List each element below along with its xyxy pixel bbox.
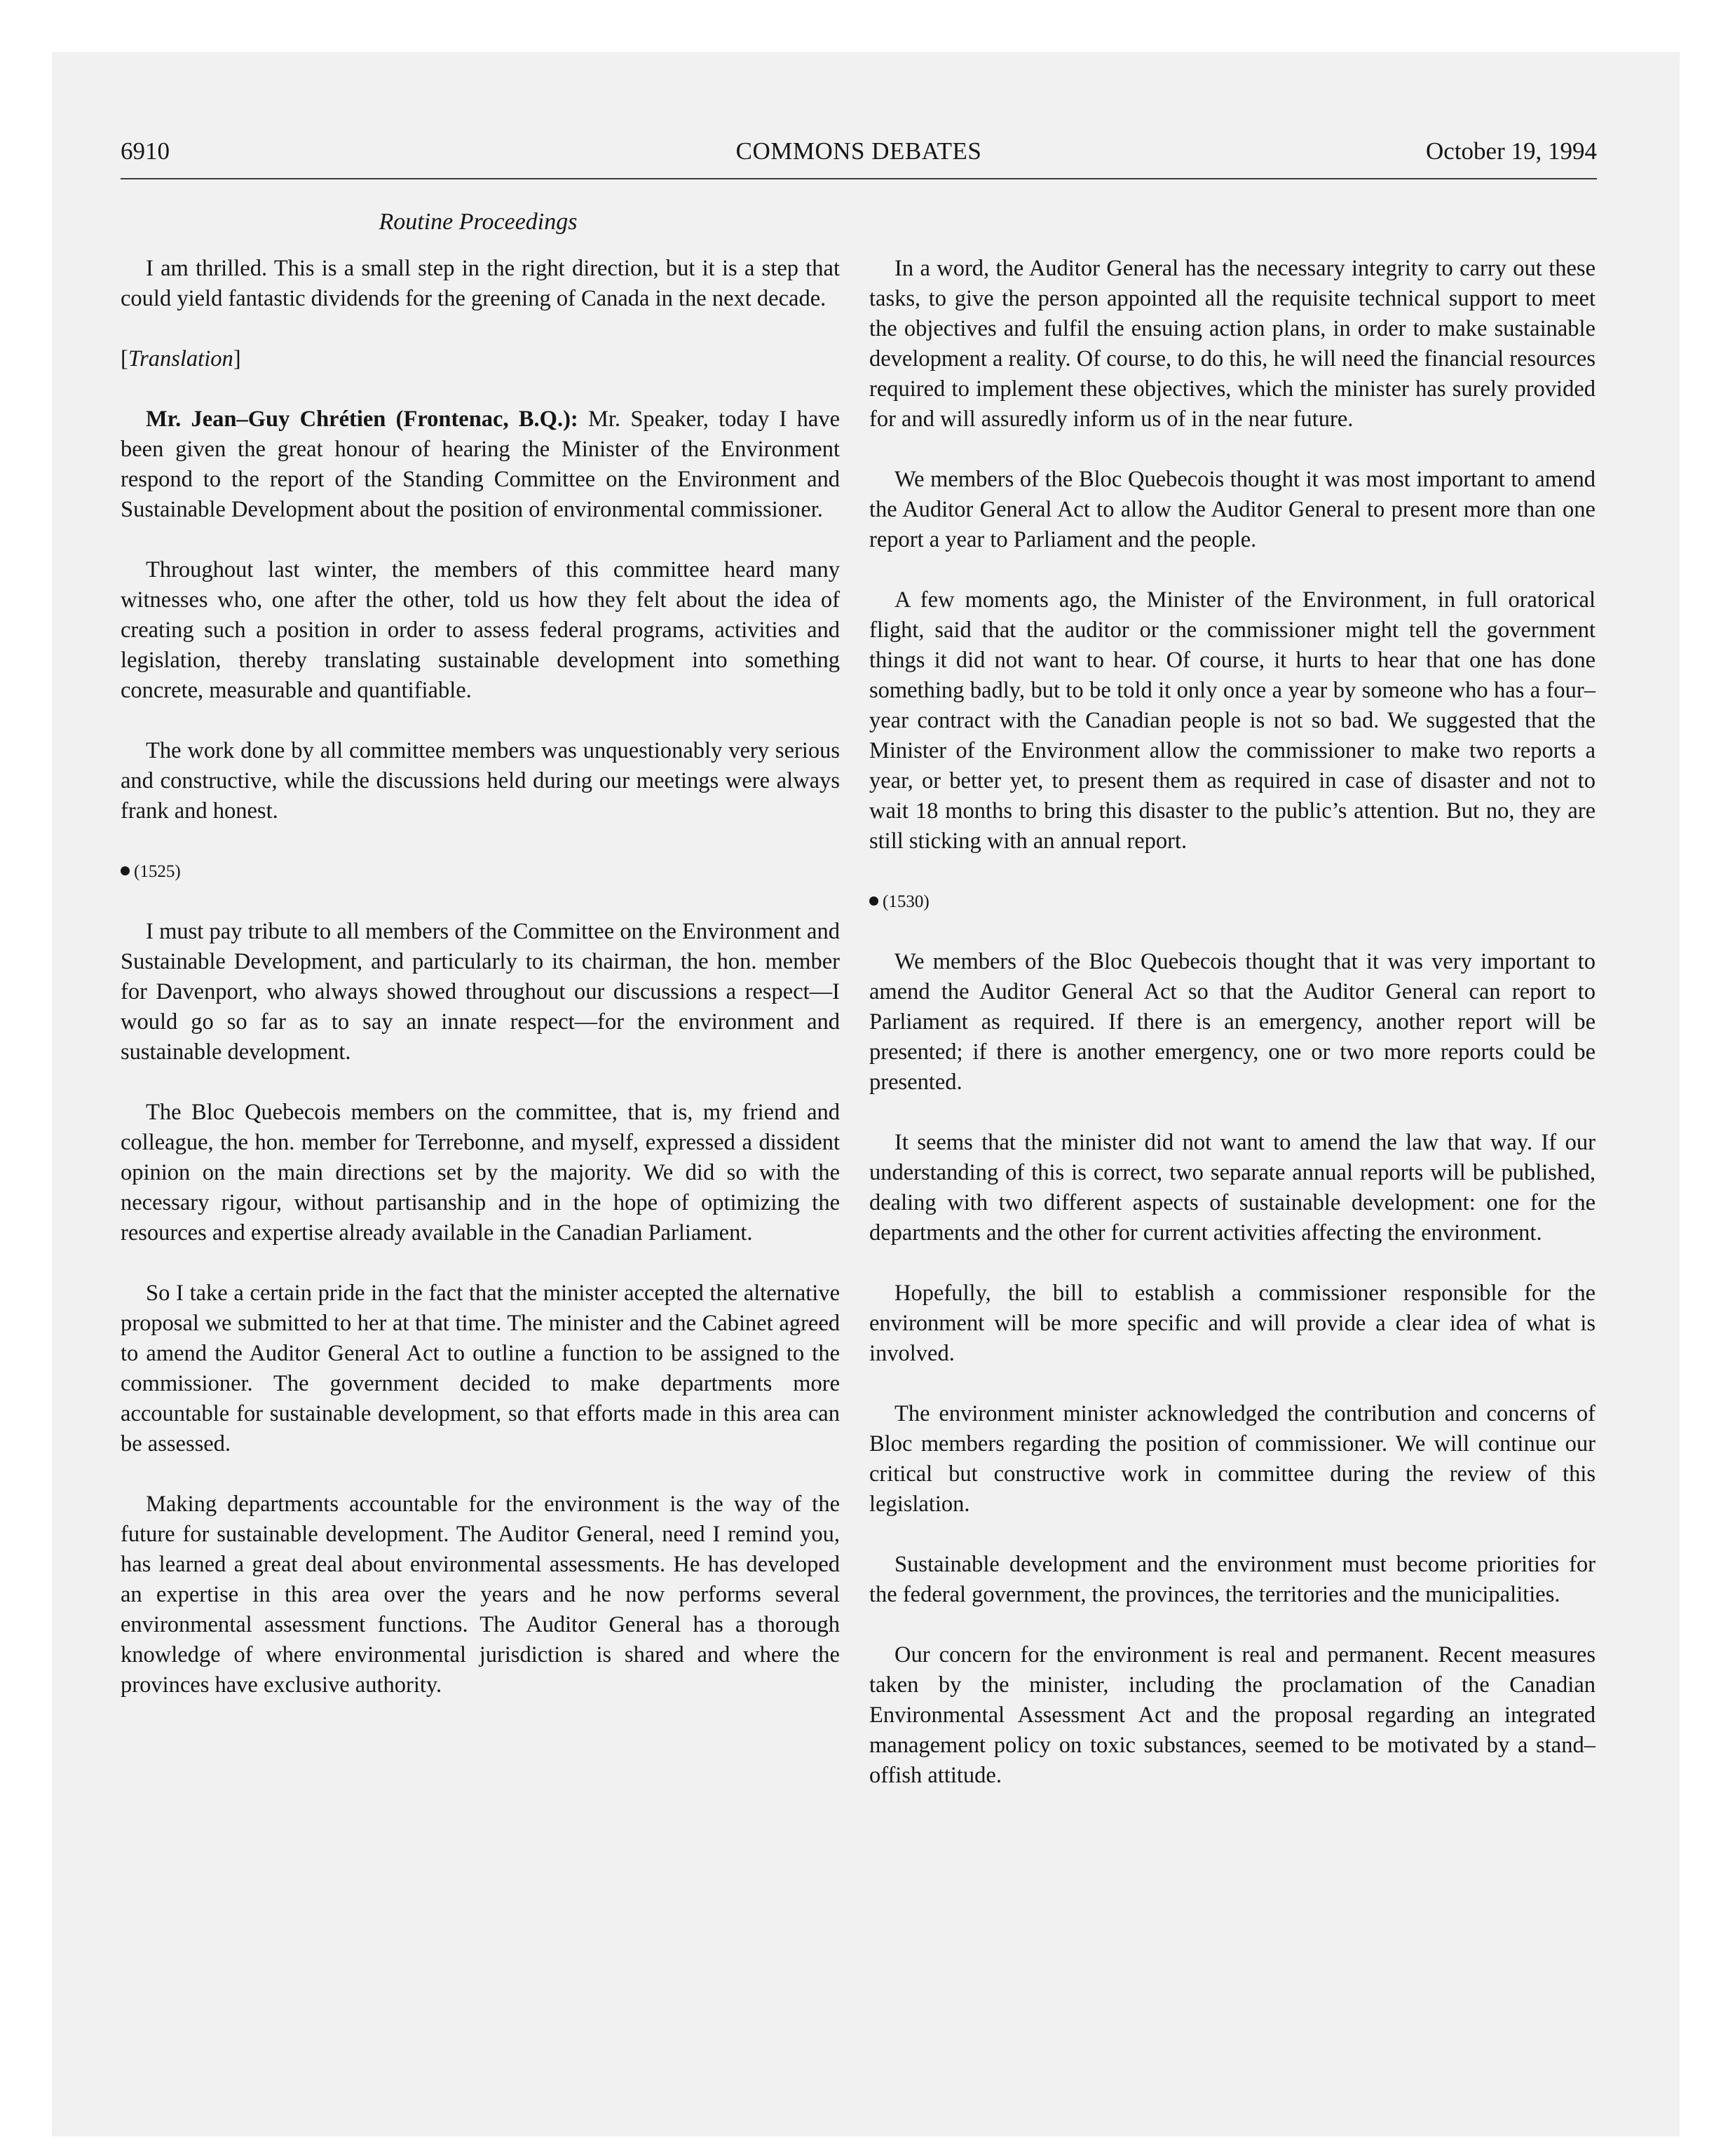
page-number: 6910: [121, 137, 170, 165]
paragraph: In a word, the Auditor General has the necessary integrity to carry out these tasks, to give the person appointed all the requisite technical support to meet the objectives and fulfil the ensuing action plans, in order to make sustainable development a reality. Of course, to do this, he will need the financial resources required to implement these objectives, which the minister has surely provided for and will assuredly inform us of in the near future.: [869, 256, 1595, 432]
time-marker-text: (1530): [883, 892, 930, 911]
paragraph: It seems that the minister did not want to amend the law that way. If our understanding of this is correct, two separate annual reports will be published, dealing with two different aspects of sustainable development: one for the departments and the other for current activities affecting the environment.: [869, 1130, 1595, 1246]
right-column: [869, 254, 1595, 1791]
speaker-name: Mr. Jean–Guy Chrétien (Frontenac, B.Q.):: [146, 407, 578, 432]
paragraph: The work done by all committee members was unquestionably very serious and constructive, while the discussions held during our meetings were always frank and honest.: [121, 738, 840, 824]
bullet-icon: [121, 866, 130, 875]
paragraph: We members of the Bloc Quebecois thought it was most important to amend the Auditor General Act to allow the Auditor General to present more than one report a year to Parliament and the people.: [869, 467, 1595, 552]
running-title: Routine Proceedings: [379, 209, 578, 235]
speech-text: Mr. Speaker, today I have been given the great honour of hearing the Minister of the Environment respond to the report of the Standing Committee on the Environment and Sustainable Development about the position of environmental commissioner.: [121, 407, 840, 522]
paragraph: Hopefully, the bill to establish a commissioner responsible for the environment will be more specific and will provide a clear idea of what is involved.: [869, 1281, 1595, 1366]
paragraph: The Bloc Quebecois members on the committee, that is, my friend and colleague, the hon. member for Terrebonne, and myself, expressed a dissident opinion on the main directions set by the majority. We did so with the necessary rigour, without partisanship and in the hope of optimizing the resources and expertise already available in the Canadian Parliament.: [121, 1100, 840, 1246]
paragraph: We members of the Bloc Quebecois thought that it was very important to amend the Auditor General Act so that the Auditor General can report to Parliament as required. If there is an emergency, another report will be presented; if there is another emergency, one or two more reports could be presented.: [869, 949, 1595, 1095]
paragraph: So I take a certain pride in the fact that the minister accepted the alternative proposal we submitted to her at that time. The minister and the Cabinet agreed to amend the Auditor General Act to outline a function to be assigned to the commissioner. The government decided to make departments more accountable for sustainable development, so that efforts made in this area can be assessed.: [121, 1281, 840, 1456]
translation-tag-word: Translation: [128, 346, 233, 371]
paragraph: I must pay tribute to all members of the Committee on the Environment and Sustainable Development, and particularly to its chairman, the hon. member for Davenport, who always showed throughout our discussions a respect—I would go so far as to say an innate respect—for the environment and sustainable development.: [121, 919, 840, 1065]
time-marker-text: (1525): [134, 862, 181, 881]
header-rule: [121, 178, 1597, 179]
page-header: [121, 137, 1597, 177]
paragraph: Sustainable development and the environment must become priorities for the federal government, the provinces, the territories and the municipalities.: [869, 1552, 1595, 1607]
time-marker: [869, 887, 1595, 917]
speech-opening: [121, 404, 840, 525]
translation-tag: [121, 344, 840, 374]
paragraph: Throughout last winter, the members of this committee heard many witnesses who, one after the other, told us how they felt about the idea of creating such a position in order to assess federal programs, activities and legislation, thereby translating sustainable development into something concrete, measurable and quantifiable.: [121, 557, 840, 703]
publication-title: COMMONS DEBATES: [735, 137, 982, 165]
paragraph: Our concern for the environment is real and permanent. Recent measures taken by the minister, including the proclamation of the Canadian Environmental Assessment Act and the proposal regarding an integrated management policy on toxic substances, seemed to be motivated by a stand–offish attitude.: [869, 1642, 1595, 1788]
paragraph: Making departments accountable for the environment is the way of the future for sustainable development. The Auditor General, need I remind you, has learned a great deal about environmental assessments. He has developed an expertise in this area over the years and he now performs several environmental assessment functions. The Auditor General has a thorough knowledge of where environmental jurisdiction is shared and where the provinces have exclusive authority.: [121, 1492, 840, 1698]
paragraph: I am thrilled. This is a small step in the right direction, but it is a step that could yield fantastic dividends for the greening of Canada in the next decade.: [121, 256, 840, 311]
sitting-date: October 19, 1994: [1426, 137, 1597, 165]
translation-tag-open: [: [121, 346, 128, 371]
bullet-icon: [869, 896, 878, 906]
left-column: [121, 254, 840, 1700]
time-marker: [121, 857, 840, 887]
paragraph: The environment minister acknowledged the contribution and concerns of Bloc members regarding the position of commissioner. We will continue our critical but constructive work in committee during the review of this legislation.: [869, 1401, 1595, 1517]
translation-tag-close: ]: [233, 346, 241, 371]
paragraph: A few moments ago, the Minister of the Environment, in full oratorical flight, said that the auditor or the commissioner might tell the government things it did not want to hear. Of course, it hurts to hear that one has done something badly, but to be told it only once a year by someone who has a four–year contract with the Canadian people is not so bad. We suggested that the Minister of the Environment allow the commissioner to make two reports a year, or better yet, to present them as required in case of disaster and not to wait 18 months to bring this disaster to the public’s attention. But no, they are still sticking with an annual report.: [869, 587, 1595, 854]
